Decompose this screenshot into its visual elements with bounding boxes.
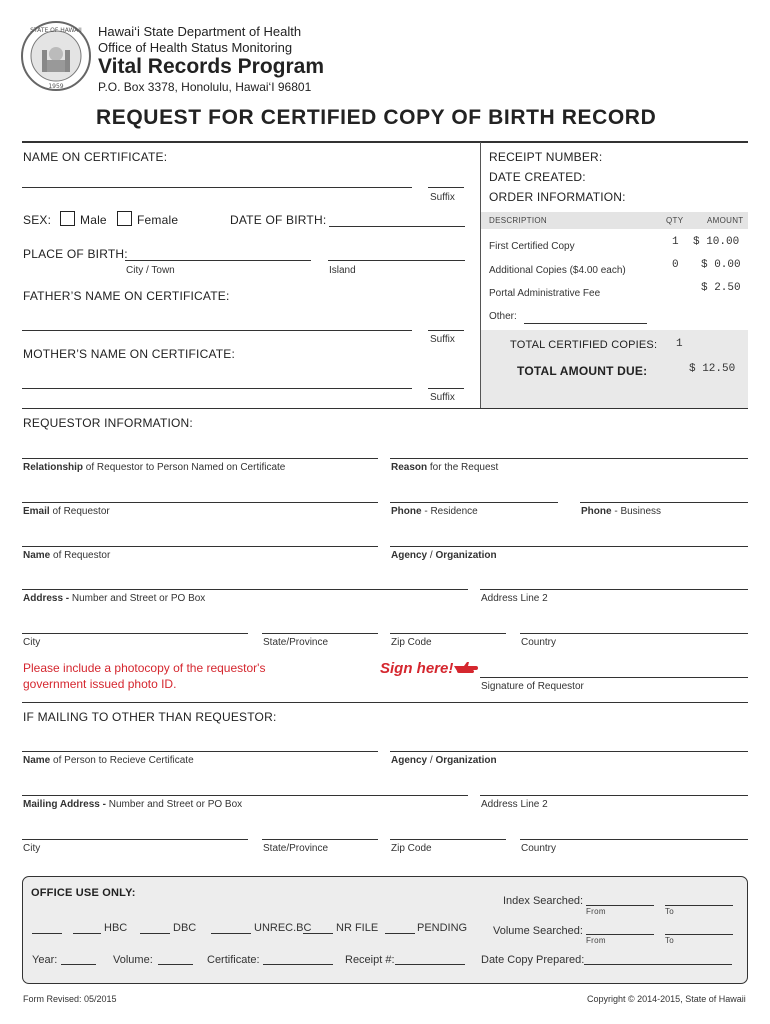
reason-input[interactable] (390, 458, 748, 459)
date-of-birth-input[interactable] (329, 226, 465, 227)
mailing-agency-input[interactable] (390, 751, 748, 752)
female-label: Female (137, 213, 179, 227)
male-checkbox[interactable] (60, 211, 75, 226)
year-label: Year: (32, 954, 58, 966)
address-input[interactable] (22, 589, 468, 590)
mother-name-label: MOTHER’S NAME ON CERTIFICATE: (23, 347, 236, 361)
mother-suffix-label: Suffix (430, 392, 455, 403)
name-input[interactable] (22, 187, 412, 188)
mailing-agency-label: Agency / Organization (391, 755, 497, 766)
form-title: REQUEST FOR CERTIFIED COPY OF BIRTH RECORD (96, 106, 657, 129)
relationship-label: Relationship of Requestor to Person Named on Certificate (23, 462, 286, 473)
state-label: State/Province (263, 637, 329, 648)
zip-label: Zip Code (391, 637, 432, 648)
row-desc-additional: Additional Copies ($4.00 each) (489, 265, 626, 276)
pending-label: PENDING (417, 922, 468, 934)
address2-label: Address Line 2 (481, 593, 548, 604)
nrfile-input[interactable] (303, 933, 333, 934)
mailing-heading: IF MAILING TO OTHER THAN REQUESTOR: (23, 710, 277, 724)
mailing-address2-input[interactable] (480, 795, 748, 796)
father-suffix-input[interactable] (428, 330, 464, 331)
svg-text:STATE OF HAWAII: STATE OF HAWAII (30, 27, 82, 34)
other-input[interactable] (524, 323, 647, 324)
program-name: Vital Records Program (98, 55, 325, 78)
row-qty-first-copy: 1 (672, 236, 679, 248)
sign-here-label: Sign here! (380, 660, 454, 677)
col-amount: AMOUNT (707, 216, 744, 225)
pending-input[interactable] (385, 933, 415, 934)
phone-business-label: Phone - Business (581, 506, 662, 517)
father-name-input[interactable] (22, 330, 412, 331)
name-on-certificate-label: NAME ON CERTIFICATE: (23, 150, 168, 164)
volume-to-label: To (665, 936, 675, 945)
index-from-input[interactable] (586, 905, 654, 906)
program-address: P.O. Box 3378, Honolulu, Hawai‘I 96801 (98, 80, 312, 94)
certificate-label: Certificate: (207, 954, 260, 966)
svg-text:1959: 1959 (48, 83, 64, 90)
mailing-city-input[interactable] (22, 839, 248, 840)
volume-input[interactable] (158, 964, 193, 965)
mailing-zip-label: Zip Code (391, 843, 432, 854)
volume-from-input[interactable] (586, 934, 654, 935)
phone-residence-input[interactable] (390, 502, 558, 503)
city-town-label: City / Town (126, 265, 175, 276)
row-desc-portal-fee: Portal Administrative Fee (489, 288, 601, 299)
department-name: Hawai‘i State Department of Health (98, 24, 302, 39)
mailing-state-label: State/Province (263, 843, 329, 854)
signature-input[interactable] (480, 677, 748, 678)
hbc-input[interactable] (32, 933, 62, 934)
requestor-heading: REQUESTOR INFORMATION: (23, 416, 193, 430)
row-qty-additional: 0 (672, 259, 679, 271)
column-divider (480, 142, 481, 408)
mailing-zip-input[interactable] (390, 839, 506, 840)
father-suffix-label: Suffix (430, 334, 455, 345)
dbc-input[interactable] (140, 933, 170, 934)
city-input[interactable] (22, 633, 248, 634)
agency-input[interactable] (390, 546, 748, 547)
volume-searched-label: Volume Searched: (493, 925, 583, 937)
index-to-input[interactable] (665, 905, 733, 906)
mailing-address-label: Mailing Address - Number and Street or PO Box (23, 799, 243, 810)
unrec-input[interactable] (211, 933, 251, 934)
col-qty: QTY (666, 216, 684, 225)
signature-label: Signature of Requestor (481, 681, 584, 692)
date-created-label: DATE CREATED: (489, 170, 586, 184)
relationship-input[interactable] (22, 458, 378, 459)
row-desc-first-copy: First Certified Copy (489, 241, 575, 252)
mother-name-input[interactable] (22, 388, 412, 389)
total-amount-value: $ 12.50 (689, 363, 736, 375)
row-amount-additional: $ 0.00 (701, 259, 741, 271)
nrfile-label: NR FILE (336, 922, 379, 934)
section-rule-2 (22, 702, 748, 703)
zip-input[interactable] (390, 633, 506, 634)
requestor-name-input[interactable] (22, 546, 378, 547)
email-label: Email of Requestor (23, 506, 110, 517)
hbc-count-input[interactable] (73, 933, 101, 934)
state-seal (20, 20, 92, 92)
photo-id-note-line2: government issued photo ID. (23, 677, 177, 691)
year-input[interactable] (61, 964, 96, 965)
email-input[interactable] (22, 502, 378, 503)
address2-input[interactable] (480, 589, 748, 590)
office-use-heading: OFFICE USE ONLY: (31, 887, 136, 899)
mailing-country-input[interactable] (520, 839, 748, 840)
reason-label: Reason for the Request (391, 462, 499, 473)
mailing-city-label: City (23, 843, 41, 854)
city-label: City (23, 637, 41, 648)
mailing-country-label: Country (521, 843, 557, 854)
date-of-birth-label: DATE OF BIRTH: (230, 213, 327, 227)
row-amount-portal-fee: $ 2.50 (701, 282, 741, 294)
dbc-label: DBC (173, 922, 197, 934)
female-checkbox[interactable] (117, 211, 132, 226)
order-information-label: ORDER INFORMATION: (489, 190, 626, 204)
section-rule-1 (22, 408, 748, 409)
suffix-input[interactable] (428, 187, 464, 188)
certificate-input[interactable] (263, 964, 333, 965)
country-label: Country (521, 637, 557, 648)
date-copy-prepared-input[interactable] (584, 964, 732, 965)
photo-id-note-line1: Please include a photocopy of the requestor's (23, 661, 266, 675)
total-copies-label: TOTAL CERTIFIED COPIES: (510, 339, 658, 351)
unrec-label: UNREC.BC (254, 922, 312, 934)
state-input[interactable] (262, 633, 378, 634)
mailing-address2-label: Address Line 2 (481, 799, 548, 810)
father-name-label: FATHER’S NAME ON CERTIFICATE: (23, 289, 230, 303)
receipt-number-label: RECEIPT NUMBER: (489, 150, 603, 164)
receipt-input[interactable] (395, 964, 465, 965)
hbc-label: HBC (104, 922, 128, 934)
total-copies-value: 1 (676, 338, 683, 350)
sex-label: SEX: (23, 213, 52, 227)
mailing-state-input[interactable] (262, 839, 378, 840)
copyright: Copyright © 2014-2015, State of Hawaii (587, 994, 746, 1004)
receipt-label: Receipt #: (345, 954, 395, 966)
form-revised: Form Revised: 05/2015 (23, 994, 117, 1004)
place-of-birth-label: PLACE OF BIRTH: (23, 247, 128, 261)
volume-label: Volume: (113, 954, 153, 966)
island-input[interactable] (328, 260, 465, 261)
country-input[interactable] (520, 633, 748, 634)
top-rule (22, 141, 748, 143)
phone-residence-label: Phone - Residence (391, 506, 478, 517)
requestor-name-label: Name of Requestor (23, 550, 111, 561)
index-from-label: From (586, 907, 606, 916)
volume-from-label: From (586, 936, 606, 945)
phone-business-input[interactable] (580, 502, 748, 503)
index-searched-label: Index Searched: (503, 895, 584, 907)
recipient-name-input[interactable] (22, 751, 378, 752)
city-town-input[interactable] (125, 260, 311, 261)
other-label: Other: (489, 311, 517, 322)
recipient-name-label: Name of Person to Recieve Certificate (23, 755, 194, 766)
office-name: Office of Health Status Monitoring (98, 40, 293, 55)
suffix-label: Suffix (430, 192, 455, 203)
address-label: Address - Number and Street or PO Box (23, 593, 206, 604)
date-copy-prepared-label: Date Copy Prepared: (481, 954, 585, 966)
island-label: Island (329, 265, 356, 276)
mailing-address-input[interactable] (22, 795, 468, 796)
col-description: DESCRIPTION (489, 216, 547, 225)
agency-label: Agency / Organization (391, 550, 497, 561)
total-amount-label: TOTAL AMOUNT DUE: (517, 364, 648, 378)
volume-to-input[interactable] (665, 934, 733, 935)
index-to-label: To (665, 907, 675, 916)
row-amount-first-copy: $ 10.00 (693, 236, 740, 248)
pointing-hand-icon (452, 660, 478, 676)
mother-suffix-input[interactable] (428, 388, 464, 389)
male-label: Male (80, 213, 107, 227)
